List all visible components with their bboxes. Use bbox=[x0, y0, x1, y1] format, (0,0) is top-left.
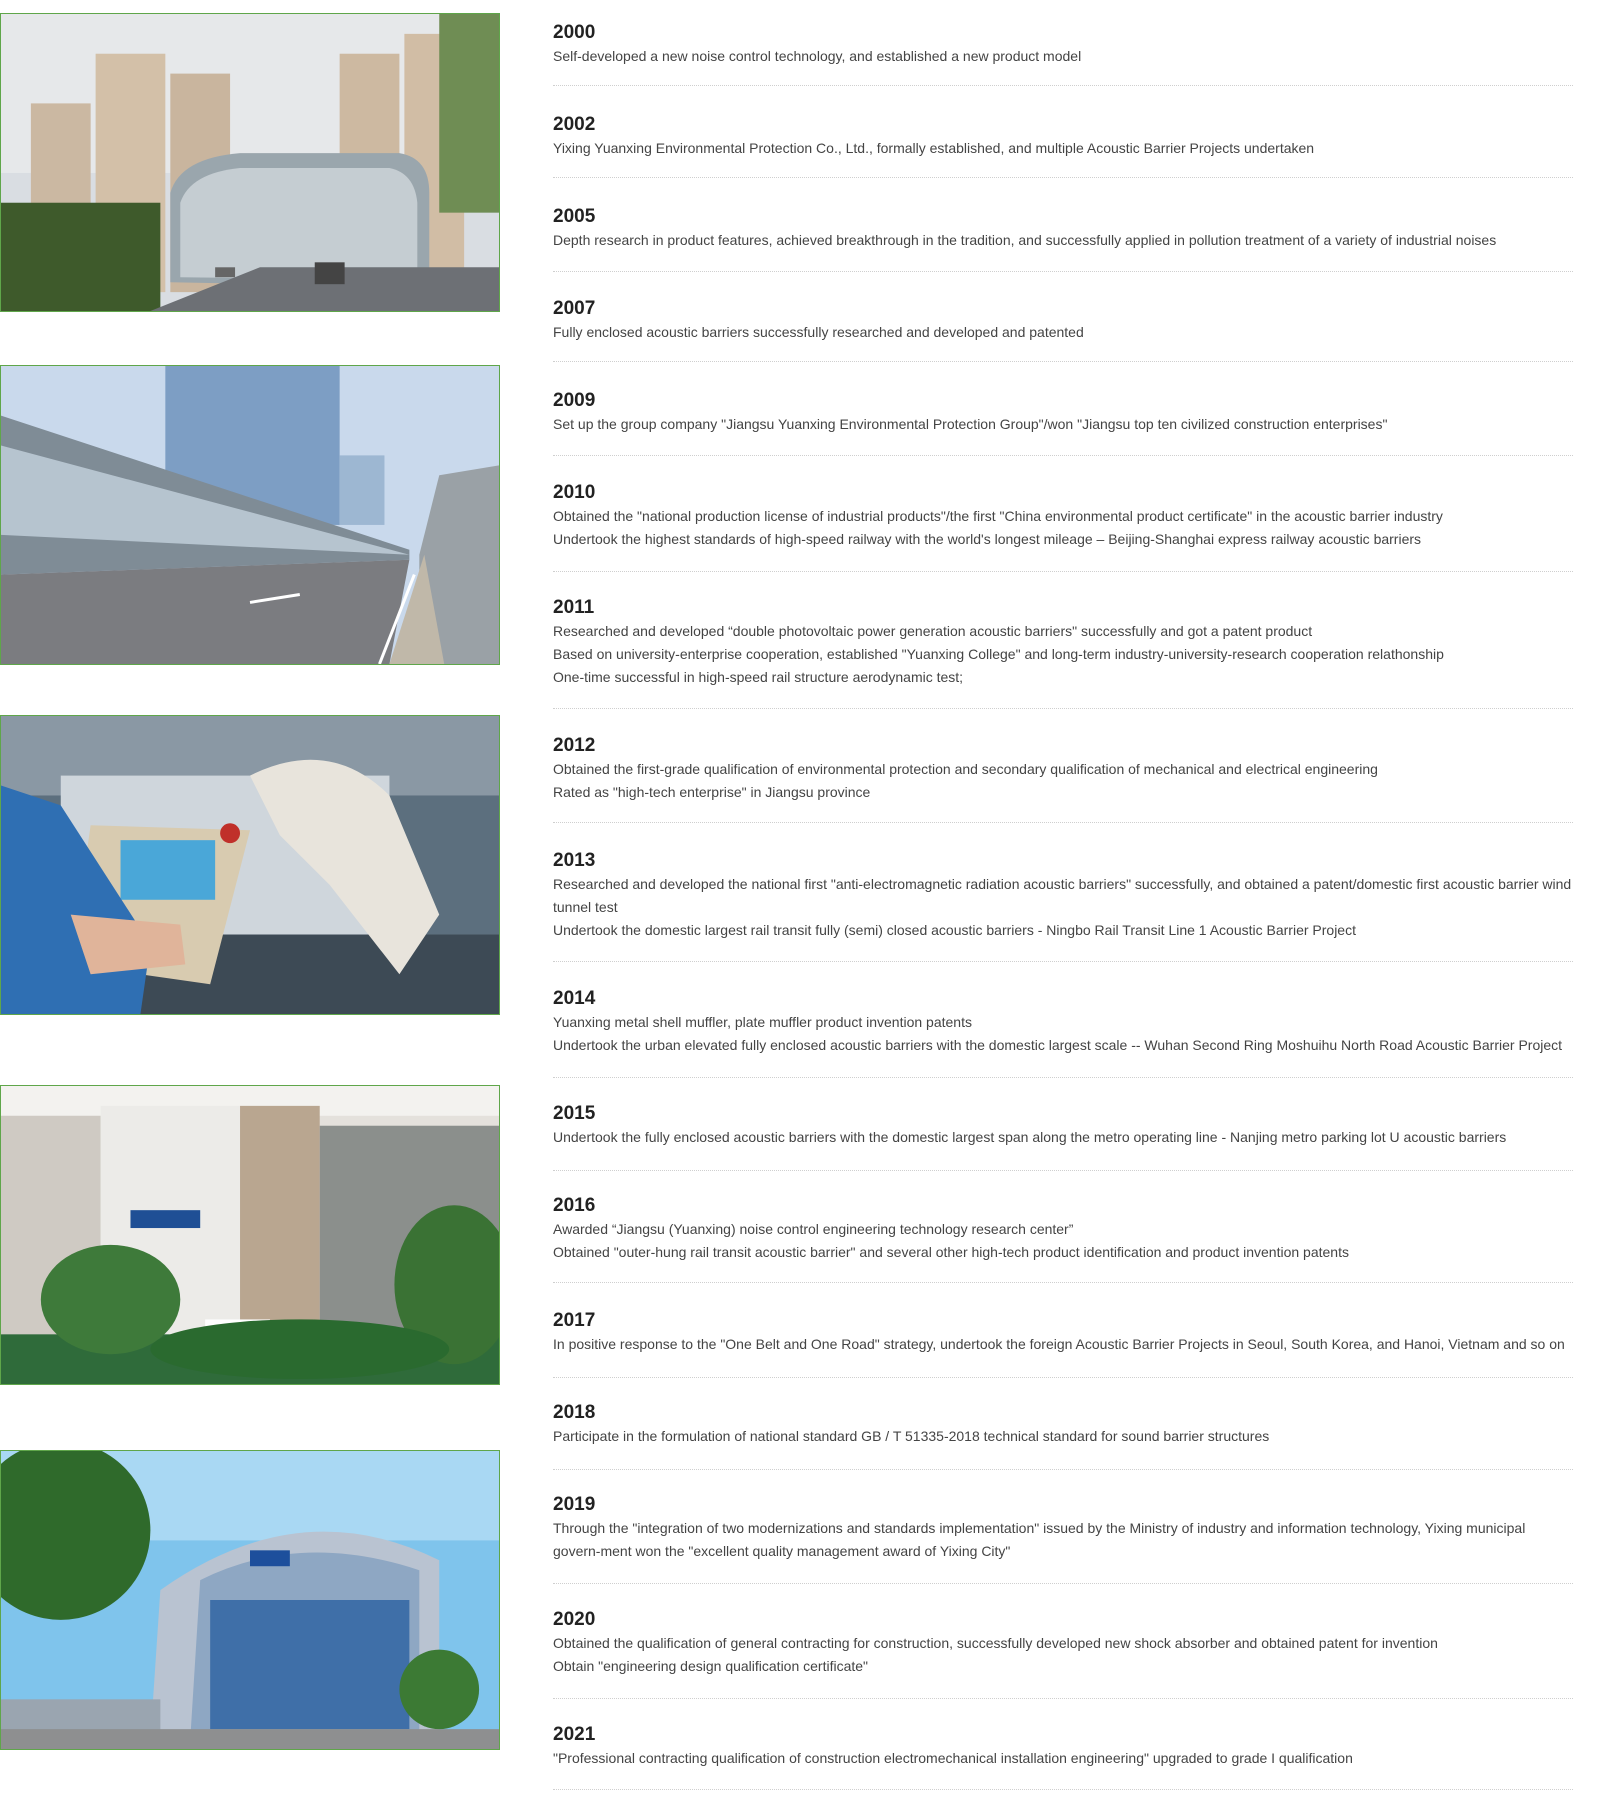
timeline-divider bbox=[553, 85, 1573, 86]
timeline-year: 2002 bbox=[553, 114, 596, 135]
timeline-entry bbox=[553, 22, 1573, 86]
timeline-divider bbox=[553, 1170, 1573, 1171]
timeline-divider bbox=[553, 822, 1573, 823]
timeline-text: Through the "integration of two modernizations and standards implementation" issued by the Ministry of industry and information technology, Yixing municipal govern-ment won the "excellent quality management award of Yixing City" bbox=[553, 1520, 1526, 1559]
timeline-year: 2019 bbox=[553, 1494, 596, 1515]
timeline-divider bbox=[553, 1789, 1573, 1790]
timeline-divider bbox=[553, 1469, 1573, 1470]
timeline-entry bbox=[553, 206, 1573, 272]
timeline-text: Awarded “Jiangsu (Yuanxing) noise control engineering technology research center” bbox=[553, 1221, 1074, 1237]
timeline-divider bbox=[553, 361, 1573, 362]
timeline-entry bbox=[553, 1609, 1573, 1699]
timeline-year: 2017 bbox=[553, 1310, 596, 1331]
timeline-divider bbox=[553, 271, 1573, 272]
timeline-year: 2018 bbox=[553, 1402, 596, 1423]
timeline-year: 2014 bbox=[553, 988, 596, 1009]
timeline-text: Undertook the urban elevated fully enclosed acoustic barriers with the domestic largest scale -- Wuhan Second Ring Moshuihu North Road Acoustic Barrier Project bbox=[553, 1037, 1563, 1053]
timeline-year: 2013 bbox=[553, 850, 596, 871]
timeline-entry bbox=[553, 482, 1573, 572]
timeline-divider bbox=[553, 177, 1573, 178]
timeline-entry bbox=[553, 735, 1573, 823]
timeline-divider bbox=[553, 1282, 1573, 1283]
photo-elevated-road-barrier bbox=[0, 365, 500, 665]
timeline-divider bbox=[553, 1698, 1573, 1699]
timeline-entry bbox=[553, 1195, 1573, 1283]
timeline-entry bbox=[553, 390, 1573, 456]
timeline-text: Set up the group company "Jiangsu Yuanxing Environmental Protection Group"/won "Jiangsu top ten civilized construction enterprises" bbox=[553, 416, 1388, 432]
timeline-year: 2015 bbox=[553, 1103, 596, 1124]
timeline-text: Obtain "engineering design qualification certificate" bbox=[553, 1658, 869, 1674]
timeline-divider bbox=[553, 1583, 1573, 1584]
timeline-text: Fully enclosed acoustic barriers successfully researched and developed and patented bbox=[553, 324, 1084, 340]
timeline-entry bbox=[553, 597, 1573, 709]
timeline-entry bbox=[553, 850, 1573, 962]
photo-robot-controller bbox=[0, 715, 500, 1015]
photo-highway-noise-tunnel bbox=[0, 13, 500, 312]
photo-company-lobby bbox=[0, 1085, 500, 1385]
timeline-year: 2011 bbox=[553, 597, 595, 618]
timeline-divider bbox=[553, 708, 1573, 709]
timeline-year: 2009 bbox=[553, 390, 596, 411]
timeline-entry bbox=[553, 1402, 1573, 1470]
timeline-text: Researched and developed “double photovoltaic power generation acoustic barriers" successfully and got a patent product bbox=[553, 623, 1313, 639]
timeline-entry bbox=[553, 1724, 1573, 1790]
timeline-year: 2016 bbox=[553, 1195, 596, 1216]
timeline-divider bbox=[553, 961, 1573, 962]
timeline-text: "Professional contracting qualification of construction electromechanical installation engineering" upgraded to grade I qualification bbox=[553, 1750, 1353, 1766]
timeline-divider bbox=[553, 571, 1573, 572]
timeline-text: Obtained the "national production license of industrial products"/the first "China environmental product certificate" in the acoustic barrier industry bbox=[553, 508, 1443, 524]
timeline-divider bbox=[553, 1077, 1573, 1078]
timeline-entry bbox=[553, 1310, 1573, 1378]
timeline-year: 2010 bbox=[553, 482, 596, 503]
timeline-text: Undertook the highest standards of high-speed railway with the world's longest mileage – Beijing-Shanghai express railway acoustic barriers bbox=[553, 531, 1422, 547]
photo-headquarters-building bbox=[0, 1450, 500, 1750]
timeline-text: Depth research in product features, achieved breakthrough in the tradition, and successfully applied in pollution treatment of a variety of industrial noises bbox=[553, 232, 1497, 248]
timeline-year: 2005 bbox=[553, 206, 596, 227]
timeline-year: 2020 bbox=[553, 1609, 596, 1630]
timeline-text: Participate in the formulation of national standard GB / T 51335-2018 technical standard for sound barrier structures bbox=[553, 1428, 1270, 1444]
timeline-text: Self-developed a new noise control technology, and established a new product model bbox=[553, 48, 1082, 64]
timeline-year: 2021 bbox=[553, 1724, 596, 1745]
timeline-year: 2007 bbox=[553, 298, 596, 319]
timeline-text: Based on university-enterprise cooperation, established "Yuanxing College" and long-term industry-university-research cooperation relathonship bbox=[553, 646, 1444, 662]
timeline-text: Obtained "outer-hung rail transit acoustic barrier" and several other high-tech product identification and product invention patents bbox=[553, 1244, 1349, 1260]
timeline-year: 2012 bbox=[553, 735, 596, 756]
timeline-text: One-time successful in high-speed rail structure aerodynamic test; bbox=[553, 669, 964, 685]
timeline-divider bbox=[553, 1377, 1573, 1378]
timeline-entry bbox=[553, 298, 1573, 362]
timeline-entry bbox=[553, 1494, 1573, 1584]
timeline-text: Undertook the domestic largest rail transit fully (semi) closed acoustic barriers - Ningbo Rail Transit Line 1 Acoustic Barrier Project bbox=[553, 922, 1356, 938]
timeline-text: Yixing Yuanxing Environmental Protection Co., Ltd., formally established, and multiple Acoustic Barrier Projects undertaken bbox=[553, 140, 1315, 156]
timeline-text: Undertook the fully enclosed acoustic barriers with the domestic largest span along the metro operating line - Nanjing metro parking lot U acoustic barriers bbox=[553, 1129, 1507, 1145]
timeline-entry bbox=[553, 988, 1573, 1078]
timeline-entry bbox=[553, 114, 1573, 178]
timeline-text: Researched and developed the national first "anti-electromagnetic radiation acoustic barriers" successfully, and obtained a patent/domestic first acoustic barrier wind tunnel test bbox=[553, 876, 1572, 915]
timeline-text: Rated as "high-tech enterprise" in Jiangsu province bbox=[553, 784, 871, 800]
timeline-text: Obtained the first-grade qualification of environmental protection and secondary qualification of mechanical and electrical engineering bbox=[553, 761, 1378, 777]
timeline-divider bbox=[553, 455, 1573, 456]
timeline-text: In positive response to the "One Belt and One Road" strategy, undertook the foreign Acoustic Barrier Projects in Seoul, South Korea, and Hanoi, Vietnam and so on bbox=[553, 1336, 1565, 1352]
timeline-text: Obtained the qualification of general contracting for construction, successfully developed new shock absorber and obtained patent for invention bbox=[553, 1635, 1438, 1651]
timeline-text: Yuanxing metal shell muffler, plate muffler product invention patents bbox=[553, 1014, 972, 1030]
timeline-year: 2000 bbox=[553, 22, 596, 43]
timeline-entry bbox=[553, 1103, 1573, 1171]
